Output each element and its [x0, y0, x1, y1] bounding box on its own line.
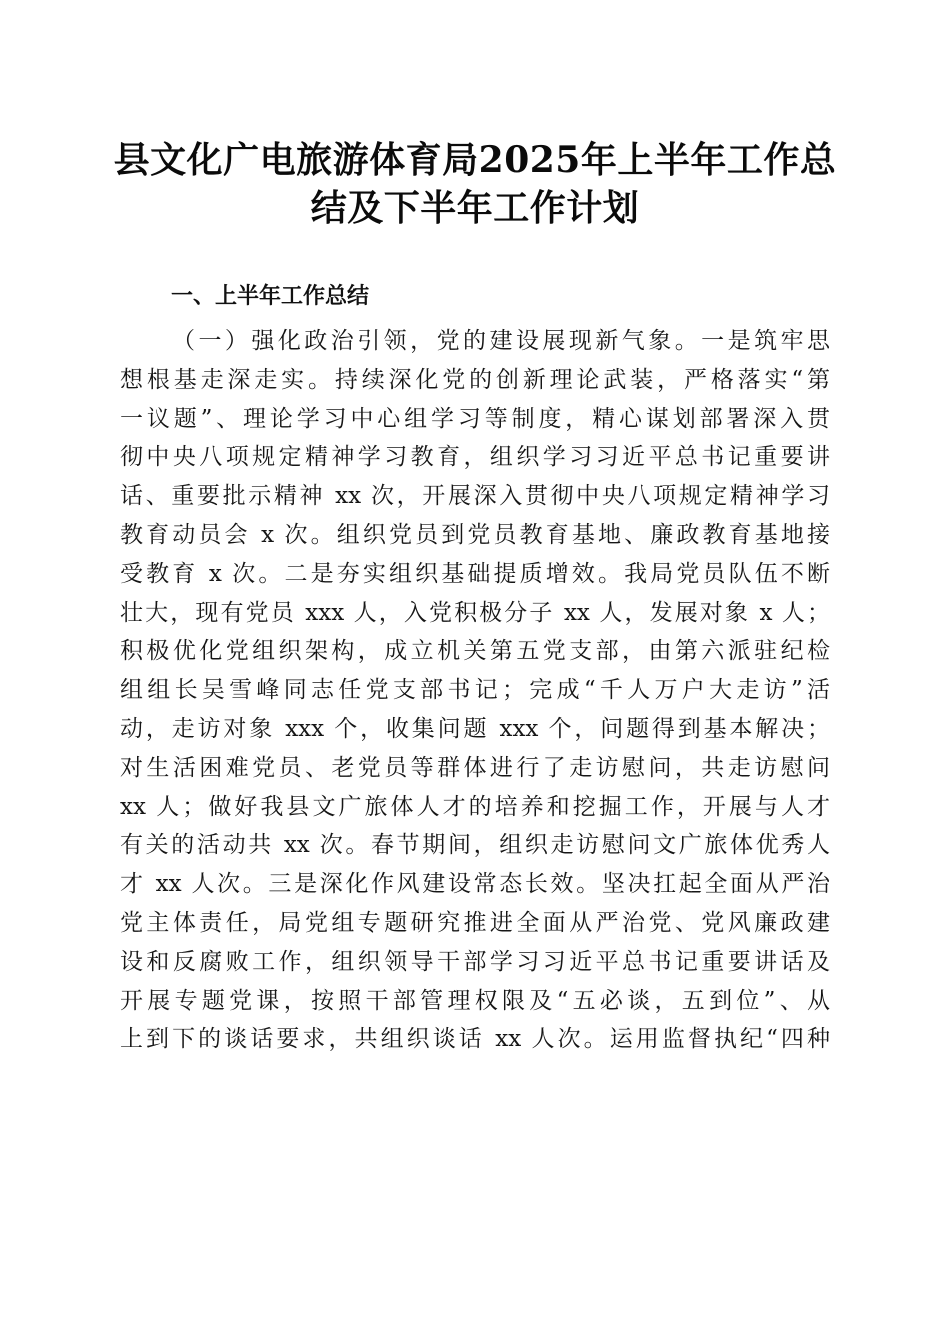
- body-line: 想根基走深走实。持续深化党的创新理论武装，严格落实“第: [120, 366, 830, 393]
- body-line: 对生活困难党员、老党员等群体进行了走访慰问，共走访慰问: [120, 754, 830, 781]
- body-line: 一议题”、理论学习中心组学习等制度，精心谋划部署深入贯: [120, 405, 830, 432]
- body-line: 有关的活动共 xx 次。春节期间，组织走访慰问文广旅体优秀人: [120, 832, 830, 859]
- body-line: 动，走访对象 xxx 个，收集问题 xxx 个，问题得到基本解决；: [120, 715, 830, 742]
- body-line: 话、重要批示精神 xx 次，开展深入贯彻中央八项规定精神学习: [120, 483, 830, 510]
- body-line: 组组长吴雪峰同志任党支部书记；完成“千人万户大走访”活: [120, 677, 830, 704]
- title-line-2: 结及下半年工作计划: [310, 187, 640, 229]
- body-line: 上到下的谈话要求，共组织谈话 xx 人次。运用监督执纪“四种: [120, 1026, 830, 1053]
- document-title: [110, 136, 840, 232]
- body-line: 积极优化党组织架构，成立机关第五党支部，由第六派驻纪检: [120, 638, 830, 665]
- body-line: xx 人；做好我县文广旅体人才的培养和挖掘工作，开展与人才: [120, 793, 830, 820]
- body-line: 壮大，现有党员 xxx 人，入党积极分子 xx 人，发展对象 x 人；: [120, 599, 830, 626]
- body-line: 彻中央八项规定精神学习教育，组织学习习近平总书记重要讲: [120, 444, 830, 471]
- body-line: 设和反腐败工作，组织领导干部学习习近平总书记重要讲话及: [120, 948, 830, 975]
- body-line: 受教育 x 次。二是夯实组织基础提质增效。我局党员队伍不断: [120, 560, 830, 587]
- body-line: 才 xx 人次。三是深化作风建设常态长效。坚决扛起全面从严治: [120, 871, 830, 898]
- body-line: 教育动员会 x 次。组织党员到党员教育基地、廉政教育基地接: [120, 521, 830, 548]
- section-heading: 一、上半年工作总结: [171, 284, 370, 309]
- body-line: 党主体责任，局党组专题研究推进全面从严治党、党风廉政建: [120, 909, 830, 936]
- body-text: [120, 322, 830, 1059]
- body-line: （一）强化政治引领，党的建设展现新气象。一是筑牢思: [172, 328, 830, 354]
- title-line-1: 县文化广电旅游体育局2025年上半年工作总: [113, 139, 837, 181]
- body-line: 开展专题党课，按照干部管理权限及“五必谈，五到位”、从: [120, 987, 830, 1014]
